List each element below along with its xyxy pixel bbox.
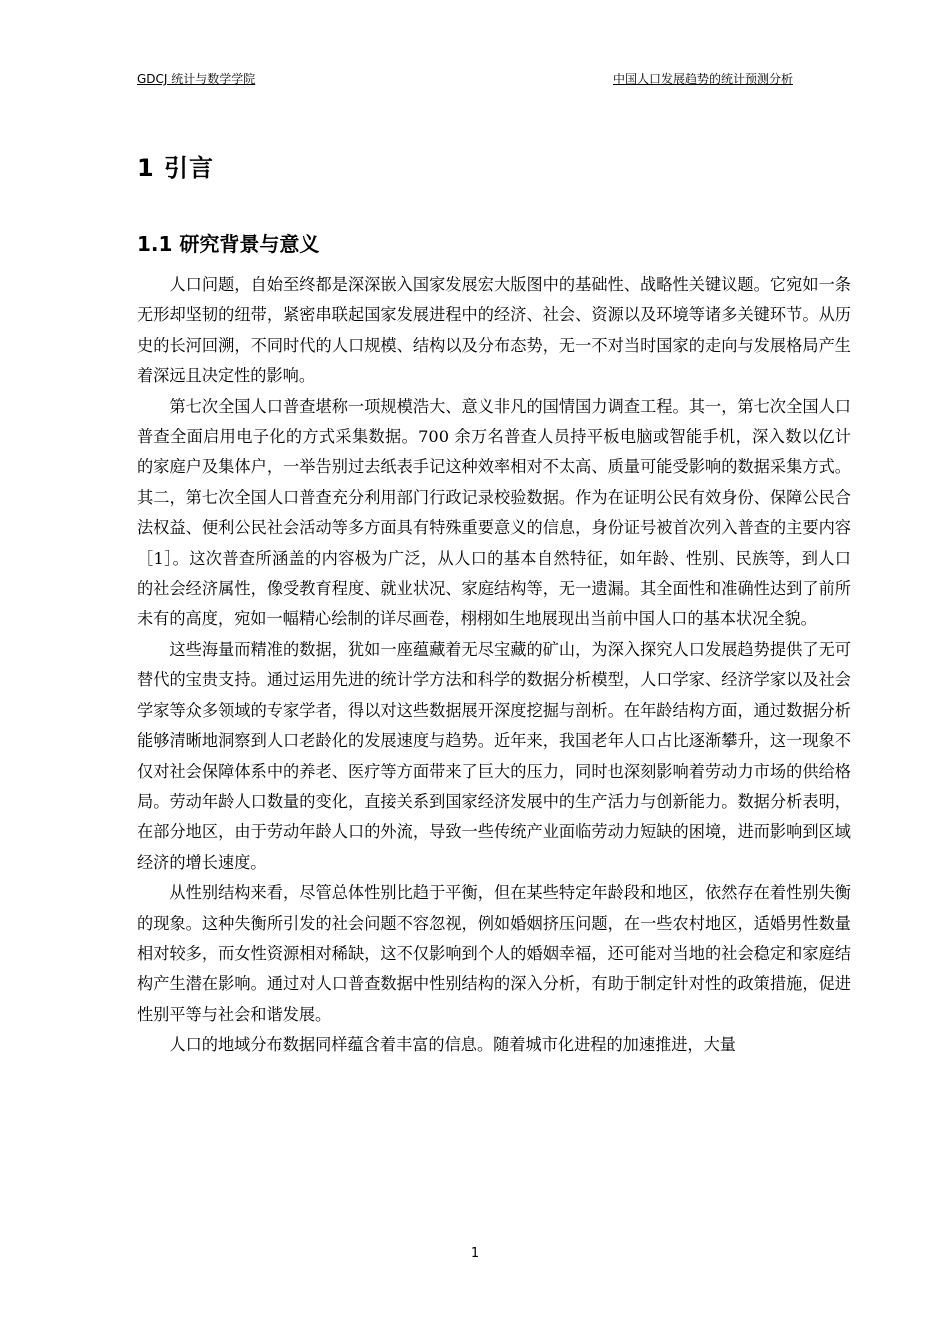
header-institution: GDCJ 统计与数学学院 (137, 72, 256, 86)
paragraph: 人口的地域分布数据同样蕴含着丰富的信息。随着城市化进程的加速推进，大量 (169, 1035, 736, 1055)
page-header (137, 70, 793, 88)
paragraph: 人口问题，自始至终都是深深嵌入国家发展宏大版图中的基础性、战略性关键议题。它宛如一条无形却坚韧的纽带，紧密串联起国家发展进程中的经济、社会、资源以及环境等诸多关键环节。从历史的长河回溯，不同时代的人口规模、结构以及分布态势，无一不对当时国家的走向与发展格局产生着深远且决定性的影响。 (137, 275, 851, 386)
body-text (137, 270, 851, 1061)
paragraph: 从性别结构来看，尽管总体性别比趋于平衡，但在某些特定年龄段和地区，依然存在着性别失衡的现象。这种失衡所引发的社会问题不容忽视，例如婚姻挤压问题，在一些农村地区，适婚男性数量相对较多，而女性资源相对稀缺，这不仅影响到个人的婚姻幸福，还可能对当地的社会稳定和家庭结构产生潜在影响。通过对人口普查数据中性别结构的深入分析，有助于制定针对性的政策措施，促进性别平等与社会和谐发展。 (137, 883, 851, 1024)
paragraph: 这些海量而精准的数据，犹如一座蕴藏着无尽宝藏的矿山，为深入探究人口发展趋势提供了无可替代的宝贵支持。通过运用先进的统计学方法和科学的数据分析模型，人口学家、经济学家以及社会学家等众多领域的专家学者，得以对这些数据展开深度挖掘与剖析。在年龄结构方面，通过数据分析能够清晰地洞察到人口老龄化的发展速度与趋势。近年来，我国老年人口占比逐渐攀升，这一现象不仅对社会保障体系中的养老、医疗等方面带来了巨大的压力，同时也深刻影响着劳动力市场的供给格局。劳动年龄人口数量的变化，直接关系到国家经济发展中的生产活力与创新能力。数据分析表明，在部分地区，由于劳动年龄人口的外流，导致一些传统产业面临劳动力短缺的困境，进而影响到区域经济的增长速度。 (137, 639, 851, 872)
section-heading: 1.1 研究背景与意义 (137, 232, 320, 256)
header-document-title: 中国人口发展趋势的统计预测分析 (612, 72, 793, 86)
chapter-heading: 1 引言 (137, 154, 215, 182)
paragraph: 第七次全国人口普查堪称一项规模浩大、意义非凡的国情国力调查工程。其一，第七次全国人口普查全面启用电子化的方式采集数据。700 余万名普查人员持平板电脑或智能手机，深入数以亿计的家庭户及集体户，一举告别过去纸表手记这种效率相对不太高、质量可能受影响的数据采集方式。其二，第七次全国人口普查充分利用部门行政记录校验数据。作为在证明公民有效身份、保障公民合法权益、便利公民社会活动等多方面具有特殊重要意义的信息，身份证号被首次列入普查的主要内容［1］。这次普查所涵盖的内容极为广泛，从人口的基本自然特征，如年龄、性别、民族等，到人口的社会经济属性，像受教育程度、就业状况、家庭结构等，无一遗漏。其全面性和准确性达到了前所未有的高度，宛如一幅精心绘制的详尽画卷，栩栩如生地展现出当前中国人口的基本状况全貌。 (137, 396, 851, 629)
page-number: 1 (470, 1246, 480, 1261)
